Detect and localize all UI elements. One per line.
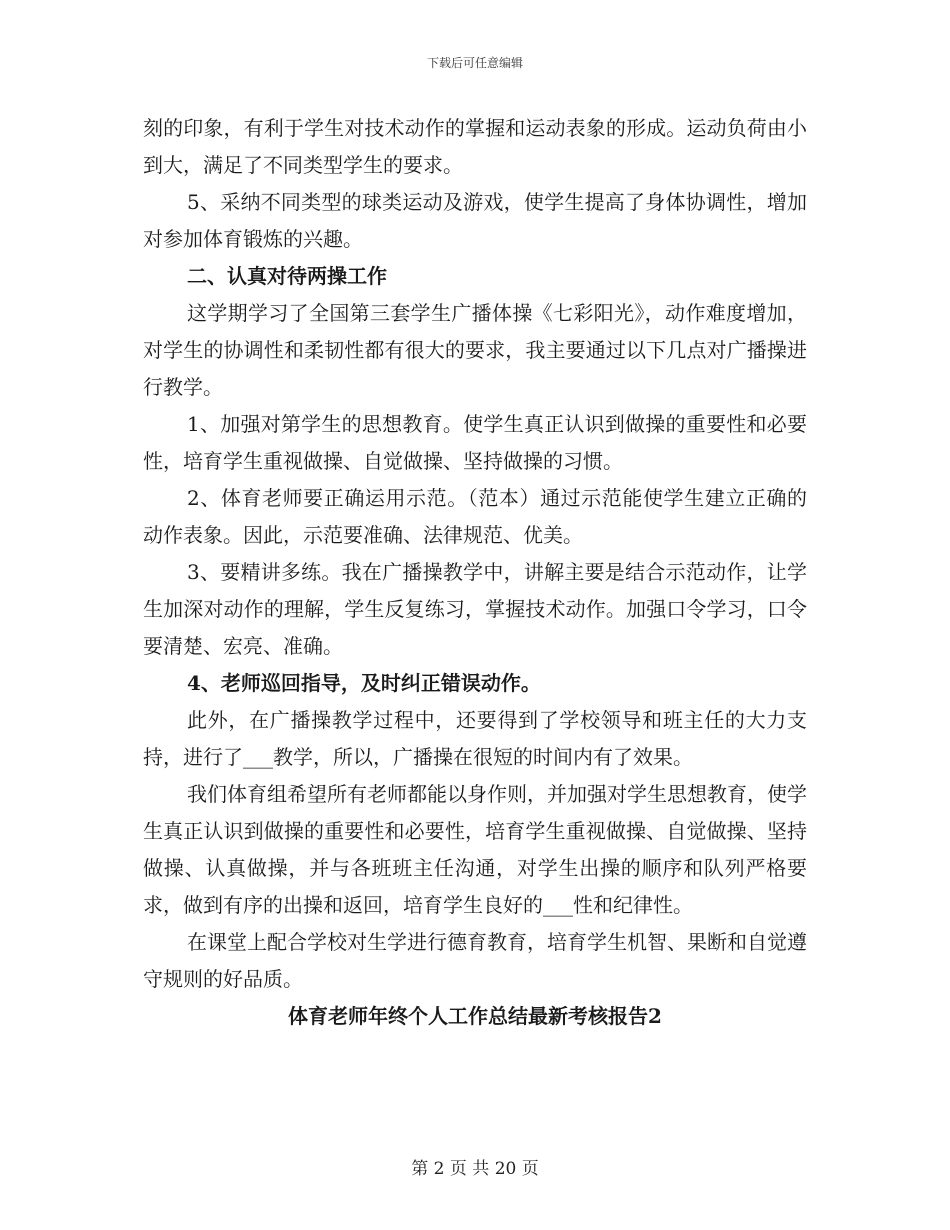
section-heading-two-exercises: 二、认真对待两操工作 xyxy=(187,264,387,288)
page-number: 第 2 页 共 20 页 xyxy=(411,1159,539,1179)
paragraph-3: 这学期学习了全国第三套学生广播体操《七彩阳光》，动作难度增加，对学生的协调性和柔韧性都有很大的要求，我主要通过以下几点对广播操进行教学。 xyxy=(143,301,807,399)
paragraph-8: 此外，在广播操教学过程中，还要得到了学校领导和班主任的大力支持，进行了___教学，所以，广播操在很短的时间内有了效果。 xyxy=(143,708,807,769)
paragraph-5: 2、体育老师要正确运用示范。（范本）通过示范能使学生建立正确的动作表象。因此，示范要准确、法律规范、优美。 xyxy=(143,486,807,547)
page-header-note: 下载后可任意编辑 xyxy=(426,56,523,70)
paragraph-6: 3、要精讲多练。我在广播操教学中，讲解主要是结合示范动作，让学生加深对动作的理解，学生反复练习，掌握技术动作。加强口令学习，口令要清楚、宏亮、准确。 xyxy=(143,560,807,658)
section-title: 体育老师年终个人工作总结最新考核报告2 xyxy=(288,1004,662,1028)
document-body xyxy=(143,110,807,1035)
paragraph-10: 在课堂上配合学校对生学进行德育教育，培育学生机智、果断和自觉遵守规则的好品质。 xyxy=(143,930,807,991)
paragraph-7-bold: 4、老师巡回指导，及时纠正错误动作。 xyxy=(187,671,541,695)
paragraph-9: 我们体育组希望所有老师都能以身作则，并加强对学生思想教育，使学生真正认识到做操的重要性和必要性，培育学生重视做操、自觉做操、坚持做操、认真做操，并与各班班主任沟通，对学生出操的顺序和队列严格要求，做到有序的出操和返回，培育学生良好的___性和纪律性。 xyxy=(143,782,807,917)
paragraph-2: 5、采纳不同类型的球类运动及游戏，使学生提高了身体协调性，增加对参加体育锻炼的兴趣。 xyxy=(143,190,807,251)
paragraph-4: 1、加强对第学生的思想教育。使学生真正认识到做操的重要性和必要性，培育学生重视做操、自觉做操、坚持做操的习惯。 xyxy=(143,412,807,473)
paragraph-1: 刻的印象，有利于学生对技术动作的掌握和运动表象的形成。运动负荷由小到大，满足了不同类型学生的要求。 xyxy=(143,116,807,177)
